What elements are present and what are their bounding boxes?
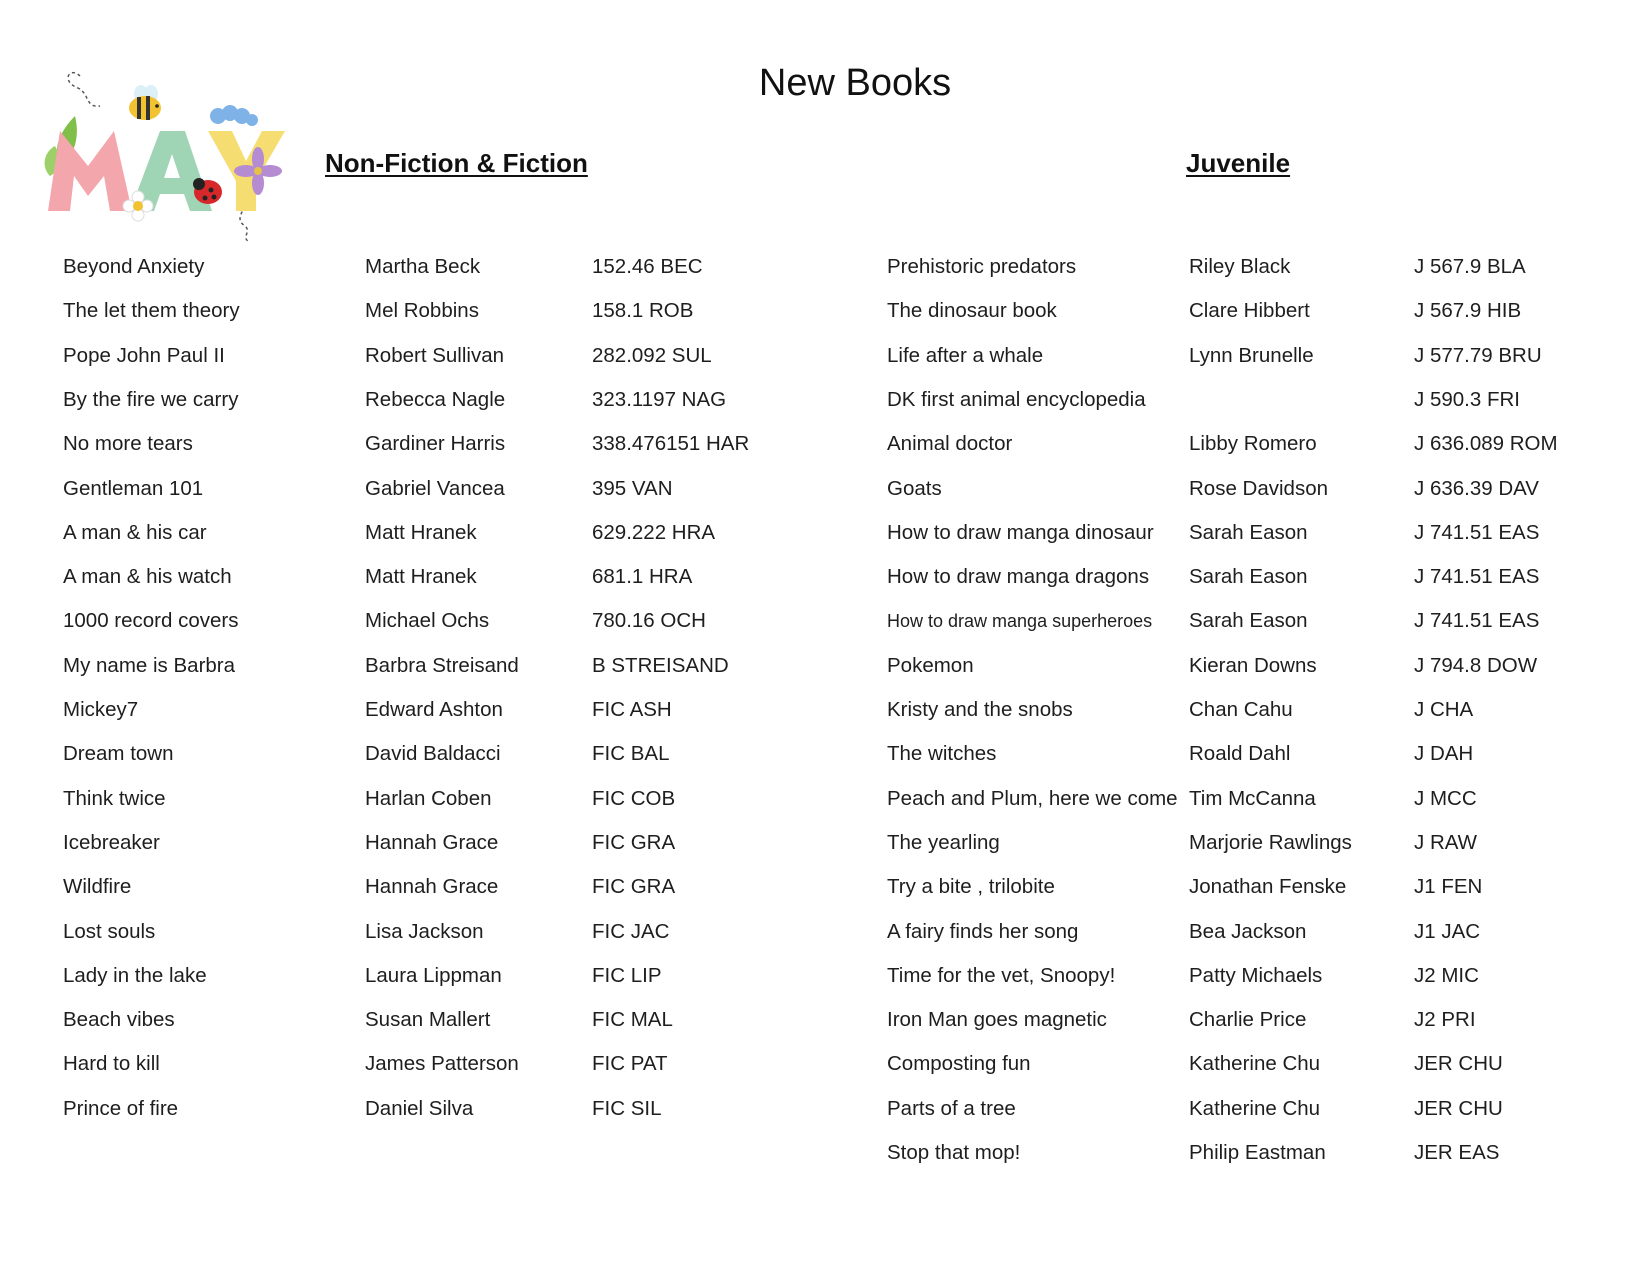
call-number: J1 JAC	[1414, 919, 1481, 943]
book-title: Stop that mop!	[887, 1141, 1021, 1164]
call-number: J DAH	[1414, 742, 1474, 766]
book-title: Prehistoric predators	[887, 255, 1077, 278]
call-number: FIC COB	[592, 786, 676, 810]
call-number: J 567.9 HIB	[1414, 299, 1522, 323]
call-number: J 741.51 EAS	[1414, 609, 1540, 633]
call-number: FIC JAC	[592, 919, 670, 943]
book-author: Riley Black	[1189, 255, 1291, 278]
call-number: FIC MAL	[592, 1008, 673, 1032]
call-number: 681.1 HRA	[592, 565, 693, 589]
book-author: Gabriel Vancea	[365, 476, 505, 500]
book-title: DK first animal encyclopedia	[887, 387, 1146, 411]
book-author: Susan Mallert	[365, 1008, 491, 1032]
call-number: JER CHU	[1414, 1096, 1503, 1120]
book-title: No more tears	[63, 432, 193, 456]
book-title: Goats	[887, 476, 942, 500]
call-number: FIC ASH	[592, 698, 672, 721]
book-author: Lynn Brunelle	[1189, 343, 1314, 367]
book-title: The let them theory	[63, 299, 240, 323]
book-author: Sarah Eason	[1189, 609, 1308, 633]
call-number: J2 PRI	[1414, 1008, 1476, 1032]
book-author: Barbra Streisand	[365, 653, 519, 677]
call-number: J 636.39 DAV	[1414, 476, 1539, 500]
call-number: 338.476151 HAR	[592, 432, 750, 456]
call-number: J 567.9 BLA	[1414, 255, 1526, 278]
book-title: By the fire we carry	[63, 387, 239, 411]
book-title: Dream town	[63, 742, 174, 766]
book-title: Kristy and the snobs	[887, 698, 1073, 721]
book-author: Matt Hranek	[365, 520, 477, 544]
book-title: Prince of fire	[63, 1096, 179, 1120]
call-number: J1 FEN	[1414, 875, 1483, 899]
call-number: FIC LIP	[592, 963, 662, 987]
book-author: Philip Eastman	[1189, 1141, 1326, 1164]
book-author: David Baldacci	[365, 742, 501, 766]
book-author: Hannah Grace	[365, 875, 499, 899]
book-author: Charlie Price	[1189, 1008, 1307, 1032]
call-number: 395 VAN	[592, 476, 673, 500]
call-number: J CHA	[1414, 698, 1474, 721]
book-author: Mel Robbins	[365, 299, 479, 323]
book-title: How to draw manga dinosaur	[887, 520, 1154, 544]
book-author: Marjorie Rawlings	[1189, 830, 1352, 854]
call-number: B STREISAND	[592, 653, 729, 677]
book-title: Beyond Anxiety	[63, 255, 205, 278]
call-number: JER EAS	[1414, 1141, 1500, 1164]
book-title: Animal doctor	[887, 432, 1013, 456]
call-number: 629.222 HRA	[592, 520, 716, 544]
call-number: FIC GRA	[592, 875, 676, 899]
book-title: The witches	[887, 742, 997, 766]
book-title: Mickey7	[63, 698, 139, 721]
juvenile-heading: Juvenile	[1186, 148, 1291, 178]
book-author: Libby Romero	[1189, 432, 1317, 456]
book-author: Sarah Eason	[1189, 520, 1308, 544]
may-clipart-logo	[40, 66, 310, 246]
book-author: Katherine Chu	[1189, 1052, 1321, 1076]
book-author: Clare Hibbert	[1189, 299, 1310, 323]
book-title: How to draw manga superheroes	[887, 611, 1153, 632]
call-number: 152.46 BEC	[592, 255, 703, 278]
book-author: Gardiner Harris	[365, 432, 506, 456]
book-author: James Patterson	[365, 1052, 519, 1076]
call-number: J RAW	[1414, 830, 1478, 854]
book-title: A man & his watch	[63, 565, 232, 589]
book-title: Pope John Paul II	[63, 343, 225, 367]
call-number: 780.16 OCH	[592, 609, 706, 633]
book-author: Rebecca Nagle	[365, 387, 506, 411]
call-number: J 636.089 ROM	[1414, 432, 1558, 456]
book-author: Bea Jackson	[1189, 919, 1307, 943]
call-number: J 741.51 EAS	[1414, 565, 1540, 589]
book-author: Patty Michaels	[1189, 963, 1323, 987]
book-title: Peach and Plum, here we come	[887, 786, 1178, 810]
call-number: FIC GRA	[592, 830, 676, 854]
call-number: 158.1 ROB	[592, 299, 694, 323]
book-title: Time for the vet, Snoopy!	[887, 963, 1116, 987]
call-number: FIC BAL	[592, 742, 670, 766]
call-number: J 794.8 DOW	[1414, 653, 1538, 677]
book-title: Gentleman 101	[63, 476, 204, 500]
book-author: Jonathan Fenske	[1189, 875, 1347, 899]
book-title: Parts of a tree	[887, 1096, 1016, 1120]
book-title: The yearling	[887, 830, 1000, 854]
book-author: Edward Ashton	[365, 698, 503, 721]
call-number: J MCC	[1414, 786, 1477, 810]
book-title: Think twice	[63, 786, 166, 810]
book-title: Iron Man goes magnetic	[887, 1008, 1107, 1032]
page-title: New Books	[758, 62, 952, 104]
book-title: Composting fun	[887, 1052, 1031, 1076]
book-title: 1000 record covers	[63, 609, 239, 633]
book-author: Sarah Eason	[1189, 565, 1308, 589]
call-number: FIC PAT	[592, 1052, 668, 1076]
book-title: Pokemon	[887, 653, 974, 677]
book-title: Wildfire	[63, 875, 132, 899]
book-author: Hannah Grace	[365, 830, 499, 854]
call-number: J 590.3 FRI	[1414, 387, 1520, 411]
book-title: How to draw manga dragons	[887, 565, 1150, 589]
nonfiction-fiction-heading: Non-Fiction & Fiction	[325, 148, 588, 178]
book-author: Harlan Coben	[365, 786, 492, 810]
book-author: Lisa Jackson	[365, 919, 484, 943]
book-title: My name is Barbra	[63, 653, 236, 677]
book-author: Michael Ochs	[365, 609, 490, 633]
book-title: Hard to kill	[63, 1052, 160, 1076]
book-author: Roald Dahl	[1189, 742, 1291, 766]
book-title: Lady in the lake	[63, 963, 207, 987]
book-title: Icebreaker	[63, 830, 160, 854]
book-title: Beach vibes	[63, 1008, 175, 1032]
book-title: A fairy finds her song	[887, 919, 1079, 943]
book-title: Life after a whale	[887, 343, 1044, 367]
call-number: FIC SIL	[592, 1096, 662, 1120]
book-author: Tim McCanna	[1189, 786, 1316, 810]
book-title: Try a bite , trilobite	[887, 875, 1055, 899]
call-number: JER CHU	[1414, 1052, 1503, 1076]
book-author: Robert Sullivan	[365, 343, 505, 367]
call-number: 323.1197 NAG	[592, 387, 727, 411]
book-author: Matt Hranek	[365, 565, 477, 589]
book-title: Lost souls	[63, 919, 156, 943]
book-author: Daniel Silva	[365, 1096, 474, 1120]
book-author: Laura Lippman	[365, 963, 502, 987]
book-author: Kieran Downs	[1189, 653, 1317, 677]
book-author: Chan Cahu	[1189, 698, 1293, 721]
book-author: Katherine Chu	[1189, 1096, 1321, 1120]
call-number: J 577.79 BRU	[1414, 343, 1542, 367]
book-title: The dinosaur book	[887, 299, 1057, 323]
call-number: J 741.51 EAS	[1414, 520, 1540, 544]
call-number: J2 MIC	[1414, 963, 1479, 987]
call-number: 282.092 SUL	[592, 343, 712, 367]
book-title: A man & his car	[63, 520, 207, 544]
book-author: Martha Beck	[365, 255, 481, 278]
book-author: Rose Davidson	[1189, 476, 1329, 500]
